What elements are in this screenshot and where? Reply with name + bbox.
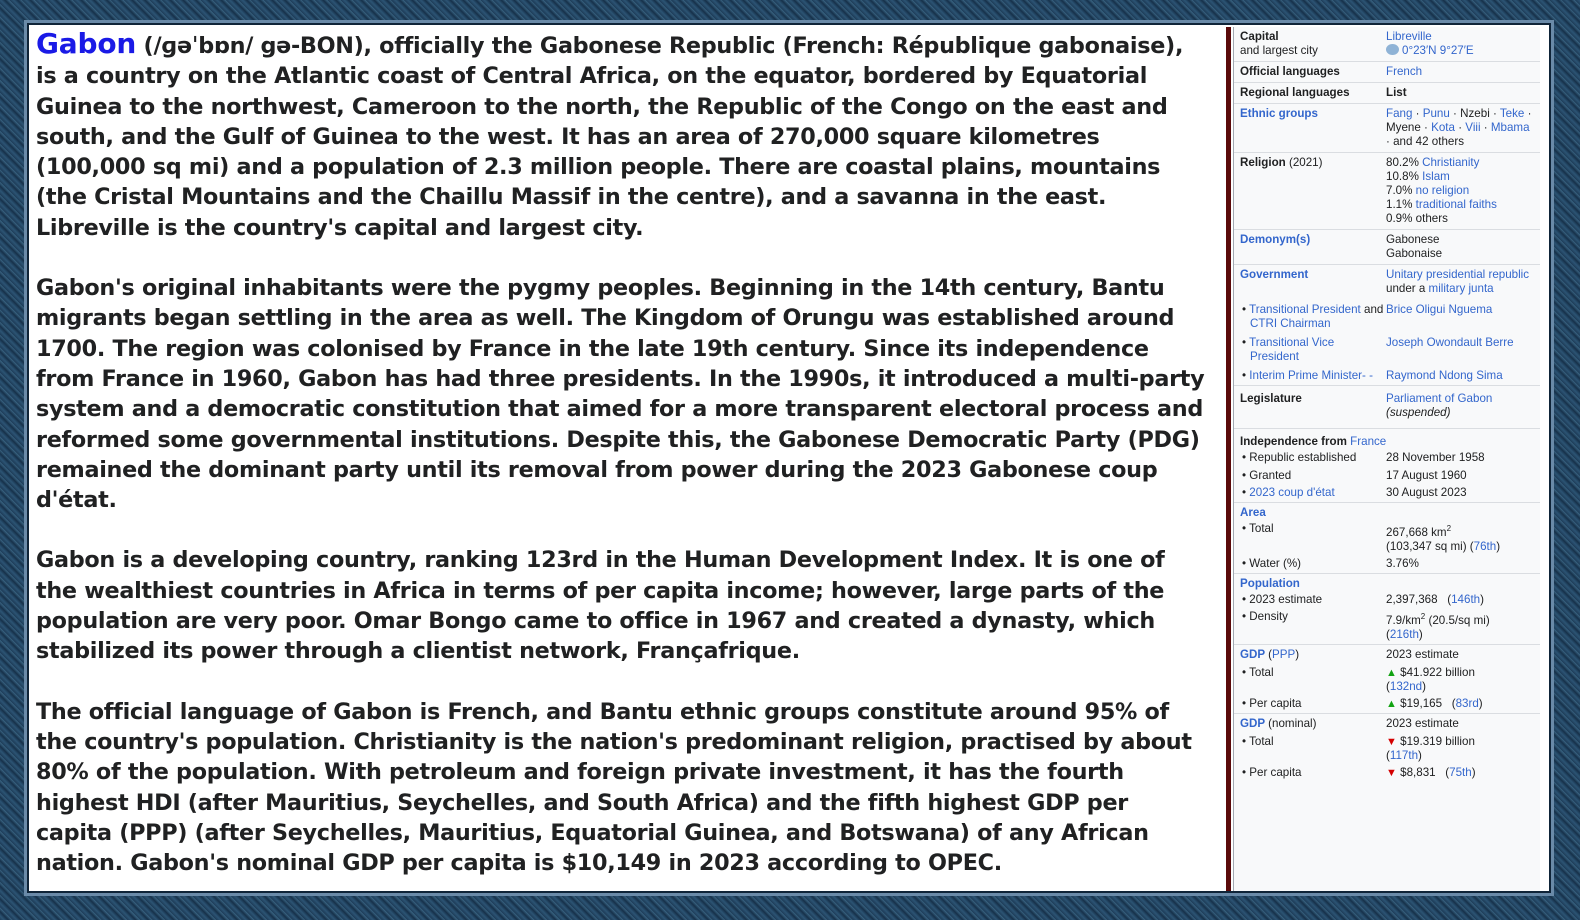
- globe-icon: [1386, 44, 1399, 55]
- religion-islam-link[interactable]: Islam: [1422, 170, 1450, 183]
- infobox-row-ethnic-groups: [1234, 104, 1540, 153]
- ethnic-kota[interactable]: Kota: [1431, 121, 1455, 134]
- infobox: [1233, 27, 1540, 891]
- parliament-link[interactable]: Parliament of Gabon: [1386, 392, 1493, 405]
- leader-row-prime-minister: • Interim Prime Minister- - Raymond Ndong Sima: [1234, 368, 1540, 386]
- capital-link[interactable]: Libreville: [1386, 30, 1432, 43]
- coup-link[interactable]: 2023 coup d'état: [1249, 486, 1335, 499]
- ethnic-groups-label[interactable]: Ethnic groups: [1240, 107, 1318, 120]
- independence-from-link[interactable]: France: [1350, 435, 1387, 448]
- area-row-water: • Water (%) 3.76%: [1234, 556, 1540, 574]
- gdp-nominal-row-total: • Total ▼ $19.319 billion (117th): [1242, 734, 1475, 762]
- independence-header: Independence from France: [1240, 435, 1387, 448]
- infobox-row-government: Government Unitary presidential republic under a military junta: [1240, 268, 1530, 295]
- picture-frame: [24, 20, 1554, 896]
- decrease-arrow-icon: ▼: [1386, 735, 1397, 748]
- area-rank-link[interactable]: 76th: [1473, 539, 1497, 553]
- ethnic-fang[interactable]: Fang: [1386, 107, 1413, 120]
- transitional-vice-president-link[interactable]: Transitional Vice President: [1249, 336, 1335, 363]
- increase-arrow-icon: ▲: [1386, 666, 1397, 679]
- transitional-president-link[interactable]: Transitional President: [1249, 303, 1361, 316]
- official-language-link[interactable]: French: [1386, 65, 1423, 78]
- ethnic-punu[interactable]: Punu: [1422, 107, 1450, 120]
- religion-year: (2021): [1288, 156, 1323, 169]
- legislature-label: Legislature: [1240, 392, 1302, 405]
- paragraph-1: [36, 29, 1208, 243]
- government-type-link[interactable]: Unitary presidential republic: [1386, 268, 1530, 281]
- ethnic-nzebi: Nzebi: [1460, 107, 1490, 120]
- religion-list: 80.2% Christianity 10.8% Islam 7.0% no religion 1.1% traditional faiths 0.9% others: [1386, 156, 1497, 225]
- ethnic-others: and 42 others: [1393, 135, 1464, 148]
- president-name-link[interactable]: Brice Oligui Nguema: [1386, 303, 1493, 316]
- legislature-note: (suspended): [1386, 406, 1451, 419]
- religion-none-link[interactable]: no religion: [1415, 184, 1470, 197]
- gdp-ppp-header: GDP (PPP) 2023 estimate: [1240, 647, 1459, 661]
- capital-label: Capital: [1240, 30, 1279, 43]
- gdp-ppp-row-total: • Total ▲ $41.922 billion (132nd): [1242, 665, 1475, 693]
- capital-label-sub: and largest city: [1240, 44, 1318, 57]
- article-title: Gabon: [36, 27, 137, 60]
- gdp-ppp-row-per-capita: • Per capita ▲ $19,165 (83rd): [1234, 696, 1540, 714]
- official-languages-label: Official languages: [1240, 65, 1340, 78]
- paragraph-1-text: (/ɡəˈbɒn/ gə-BON), officially the Gabonese Republic (French: République gabonaise), is a country on the Atlantic coast of Central Africa, on the equator, bordered by Equatorial Guinea to the northwest, Cameroon to the north, the Republic of the Congo on the east and south, and the Gulf of Guinea to the west. It has an area of 270,000 square kilometres (100,000 sq mi) and a population of 2.3 million people. There are coastal plains, mountains (the Cristal Mountains and the Chaillu Massif in the centre), and a savanna in the east. Libreville is the country's capital and largest city.: [36, 33, 1184, 241]
- independence-row-republic: • Republic established 28 November 1958: [1242, 451, 1485, 464]
- ethnic-groups-list: Fang · Punu · Nzebi · Teke · Myene · Kota · Viii · Mbama · and 42 others: [1386, 107, 1532, 148]
- interim-prime-minister-link[interactable]: Interim Prime Minister: [1249, 369, 1363, 382]
- gdp-nominal-row-per-capita: • Per capita ▼ $8,831 (75th): [1242, 765, 1476, 779]
- population-row-density: • Density $7.9/km^2$ (20.5/sq mi) (216th): [1234, 609, 1540, 645]
- infobox-row-capital: [1234, 27, 1540, 62]
- demonym-label[interactable]: Demonym(s): [1240, 233, 1311, 246]
- area-header[interactable]: Area: [1240, 506, 1266, 519]
- increase-arrow-icon: ▲: [1386, 697, 1397, 710]
- gdp-nominal-header: GDP (nominal) 2023 estimate: [1240, 716, 1459, 730]
- ethnic-viii[interactable]: Viii: [1465, 121, 1481, 134]
- infobox-row-regional-languages: [1234, 83, 1540, 104]
- paragraph-4: The official language of Gabon is French, and Bantu ethnic groups constitute around 95% of the country's population. Christianity is the nation's predominant religion, practised by about 80% of the population. With petroleum and foreign private investment, it has the fourth highest HDI (after Mauritius, Seychelles, and South Africa) and the fifth highest GDP per capita (PPP) (after Seychelles, Mauritius, Equatorial Guinea, and Botswana) of any African nation. Gabon's nominal GDP per capita is $10,149 in 2023 according to OPEC.: [36, 698, 1192, 877]
- military-junta-link[interactable]: military junta: [1428, 282, 1494, 295]
- government-label[interactable]: Government: [1240, 268, 1309, 281]
- infobox-row-demonym: [1234, 230, 1540, 265]
- ethnic-myene: Myene: [1386, 121, 1421, 134]
- paragraph-2: Gabon's original inhabitants were the pygmy peoples. Beginning in the 14th century, Bantu migrants began settling in the area as well. The Kingdom of Orungu was established around 1700. The region was colonised by France in the late 19th century. Since its independence from France in 1960, Gabon has had three presidents. In the 1990s, it introduced a multi-party system and a democratic constitution that aimed for a more transparent electoral process and reformed some governmental institutions. Despite this, the Gabonese Democratic Party (PDG) remained the dominant party until its removal from power during the 2023 Gabonese coup d'état.: [36, 275, 1205, 514]
- vice-president-name-link[interactable]: Joseph Owondault Berre: [1386, 336, 1514, 349]
- gdp-nominal-pc-rank-link[interactable]: 75th: [1449, 765, 1472, 779]
- ctri-chairman-link[interactable]: CTRI Chairman: [1250, 317, 1331, 330]
- paragraph-3: Gabon is a developing country, ranking 123rd in the Human Development Index. It is one of the wealthiest countries in Africa in terms of per capita income; however, large parts of the population are very poor. Omar Bongo came to office in 1967 and created a dynasty, which stabilized its power through a clientist network, Françafrique.: [36, 547, 1165, 665]
- ppp-link[interactable]: PPP: [1272, 647, 1296, 661]
- gdp-ppp-pc-rank-link[interactable]: 83rd: [1455, 696, 1479, 710]
- regional-languages-list-toggle[interactable]: List: [1386, 86, 1407, 99]
- religion-christianity-link[interactable]: Christianity: [1422, 156, 1480, 169]
- gdp-ppp-total-rank-link[interactable]: 132nd: [1389, 679, 1423, 693]
- religion-others: others: [1415, 212, 1448, 225]
- independence-row-coup: • 2023 coup d'état 30 August 2023: [1234, 485, 1540, 503]
- gdp-nominal-link[interactable]: GDP: [1240, 716, 1265, 730]
- population-header[interactable]: Population: [1240, 576, 1300, 590]
- independence-row-granted: • Granted 17 August 1960: [1242, 469, 1467, 482]
- population-rank-link[interactable]: 146th: [1451, 592, 1481, 606]
- religion-label: Religion: [1240, 156, 1286, 169]
- religion-traditional-link[interactable]: traditional faiths: [1415, 198, 1497, 211]
- coordinates-link[interactable]: 0°23′N 9°27′E: [1402, 44, 1474, 57]
- article-body: [36, 29, 1208, 889]
- ethnic-mbama[interactable]: Mbama: [1490, 121, 1530, 134]
- ethnic-teke[interactable]: Teke: [1499, 107, 1525, 120]
- infobox-row-official-languages: [1234, 62, 1540, 83]
- infobox-row-religion: [1234, 153, 1540, 230]
- density-rank-link[interactable]: 216th: [1389, 627, 1419, 641]
- leader-row-president: • Transitional President and CTRI Chairman Brice Oligui Nguema: [1234, 302, 1540, 335]
- population-row-estimate: • 2023 estimate 2,397,368 (146th): [1242, 592, 1484, 606]
- demonym-1: Gabonese: [1386, 233, 1440, 246]
- gdp-ppp-link[interactable]: GDP: [1240, 647, 1265, 661]
- demonym-2: Gabonaise: [1386, 247, 1443, 260]
- regional-languages-label: Regional languages: [1240, 86, 1350, 99]
- ipm-suffix: - -: [1362, 369, 1373, 382]
- prime-minister-name-link[interactable]: Raymond Ndong Sima: [1386, 369, 1503, 382]
- area-row-total: • Total 267,668 $km^2$ (103,347 sq mi) (76th): [1242, 522, 1501, 553]
- column-divider: [1226, 27, 1231, 891]
- gdp-nominal-total-rank-link[interactable]: 117th: [1389, 748, 1419, 762]
- infobox-row-legislature: [1234, 386, 1540, 429]
- decrease-arrow-icon: ▼: [1386, 766, 1397, 779]
- leader-row-vice-president: • Transitional Vice President Joseph Owondault Berre: [1234, 335, 1540, 368]
